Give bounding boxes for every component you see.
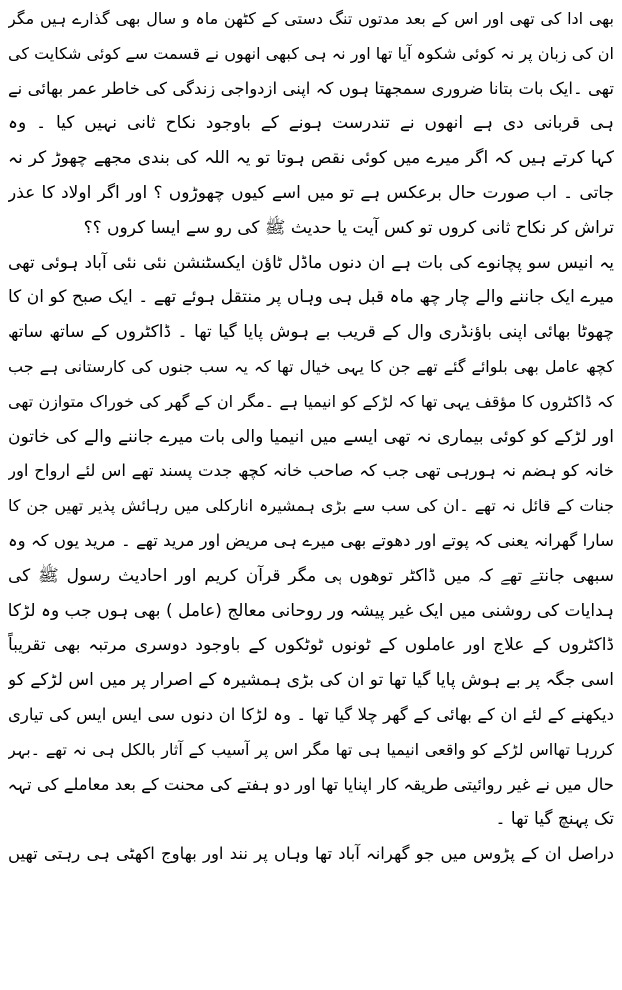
text-line-13: اور لڑکے کو کوئی بیماری نہ تھی ایسے میں انیمیا والی بات میرے جاننے والے کی خاتون xyxy=(8,426,614,447)
text-line-22: کررہا تھااس لڑکے کو واقعی انیمیا ہی تھا مگر اس پر آسیب کے آثار بالکل ہی نہ تھے ۔بہر xyxy=(8,739,614,759)
text-line-8: یہ انیس سو پچانوے کی بات ہے ان دنوں ماڈل ٹاؤن ایکسٹنشن نئی نئی آباد ہوئی تھی xyxy=(8,252,614,273)
text-line-3: تھی ۔ایک بات بتانا ضروری سمجھتا ہوں کہ اپنی ازدواجی زندگی کی خاطر عمر بھائی نے xyxy=(8,78,614,98)
text-line-4: ہی قربانی دی ہے انھوں نے تندرست ہونے کے باوجود نکاح ثانی نہیں کیا ۔ وہ xyxy=(8,113,614,134)
text-line-2: ان کی زبان پر نہ کوئی شکوہ آیا تھا اور نہ ہی کبھی انھوں نے قسمت سے کوئی شکایت کی xyxy=(8,43,614,63)
text-line-16: سارا گھرانہ یعنی کہ پوتے اور دھوتے بھی میرے ہی مریض اور مرید تھے ۔ مرید یوں کہ وہ xyxy=(8,530,614,550)
text-line-17: سبھی جانتے تھے کہ میں ڈاکٹر توهوں ہی مگر قرآن کریم اور احادیث رسول ﷺ کی xyxy=(8,565,614,586)
text-line-23: حال میں نے غیر روائیتی طریقہ کار اپنایا تھا اور دو ہفتے کی محنت کے بعد معاملے کی تہہ xyxy=(8,774,614,794)
text-line-15: جنات کے قائل نہ تھے ۔ان کی سب سے بڑی ہمشیرہ انارکلی میں رہائش پذیر تھیں جن کا xyxy=(8,496,614,516)
text-line-7: تراش کر نکاح ثانی کروں تو کس آیت یا حدیث ﷺ کی رو سے ایسا کروں ؟؟ xyxy=(83,217,614,238)
text-line-10: چھوٹا بھائی اپنی باؤنڈری وال کے قریب بے ہوش پایا گیا تھا ۔ ڈاکٹروں کے ساتھ ساتھ xyxy=(8,322,614,343)
text-line-18: ہدایات کی روشنی میں ایک غیر پیشہ ور روحانی معالج (عامل ) بھی ہوں جب وہ لڑکا xyxy=(8,600,614,621)
text-line-5: کہا کرتے ہیں کہ اگر میرے میں کوئی نقص ہوتا تو یہ اللہ کی بندی مجھے چھوڑ کر نہ xyxy=(8,148,614,169)
text-line-24: تک پہنچ گیا تھا ۔ xyxy=(495,809,614,830)
text-line-14: خانہ کو ہضم نہ ہورہی تھی جب کہ صاحب خانہ کچھ جدت پسند تھے اس لئے ارواح اور xyxy=(8,461,614,481)
text-line-9: میرے ایک جاننے والے چار چھ ماہ قبل ہی وہاں پر منتقل ہوئے تھے ۔ ایک صبح کو ان کا xyxy=(8,287,614,308)
text-line-11: کچھ عامل بھی بلوائے گئے تھے جن کا یہی خیال تھا کہ یہ سب جنوں کی کارستانی ہے جب xyxy=(8,356,614,376)
text-line-19: ڈاکٹروں کے علاج اور عاملوں کے ٹونوں ٹوٹکوں کے باوجود دوسری مرتبہ بھی تقریباً xyxy=(8,635,614,656)
text-line-20: اسی جگہ پر بے ہوش پایا گیا تھا تو ان کی بڑی ہمشیرہ کے اصرار پر میں اس لڑکے کو xyxy=(8,670,614,691)
text-line-21: دیکھنے کے لئے ان کے بھائی کے گھر چلا گیا تھا ۔ وہ لڑکا ان دنوں سی ایس ایس کی تیاری xyxy=(8,704,614,724)
text-line-1: بھی ادا کی تھی اور اس کے بعد مدتوں تنگ دستی کے کٹھن ماہ و سال بھی گذارے ہیں مگر xyxy=(8,9,614,28)
text-line-25: دراصل ان کے پڑوس میں جو گھرانہ آباد تھا وہاں پر نند اور بھاوج اکھٹی ہی رہتی تھیں xyxy=(8,844,614,864)
text-line-12: کہ ڈاکٹروں کا مؤقف یہی تھا کہ لڑکے کو انیمیا ہے ۔مگر ان کے گھر کی خوراک متوازن تھی xyxy=(8,391,614,411)
text-line-6: جاتی ۔ اب صورت حال برعکس ہے تو میں اسے کیوں چھوڑوں ؟ اور اگر اولاد کا عذر xyxy=(8,182,614,203)
